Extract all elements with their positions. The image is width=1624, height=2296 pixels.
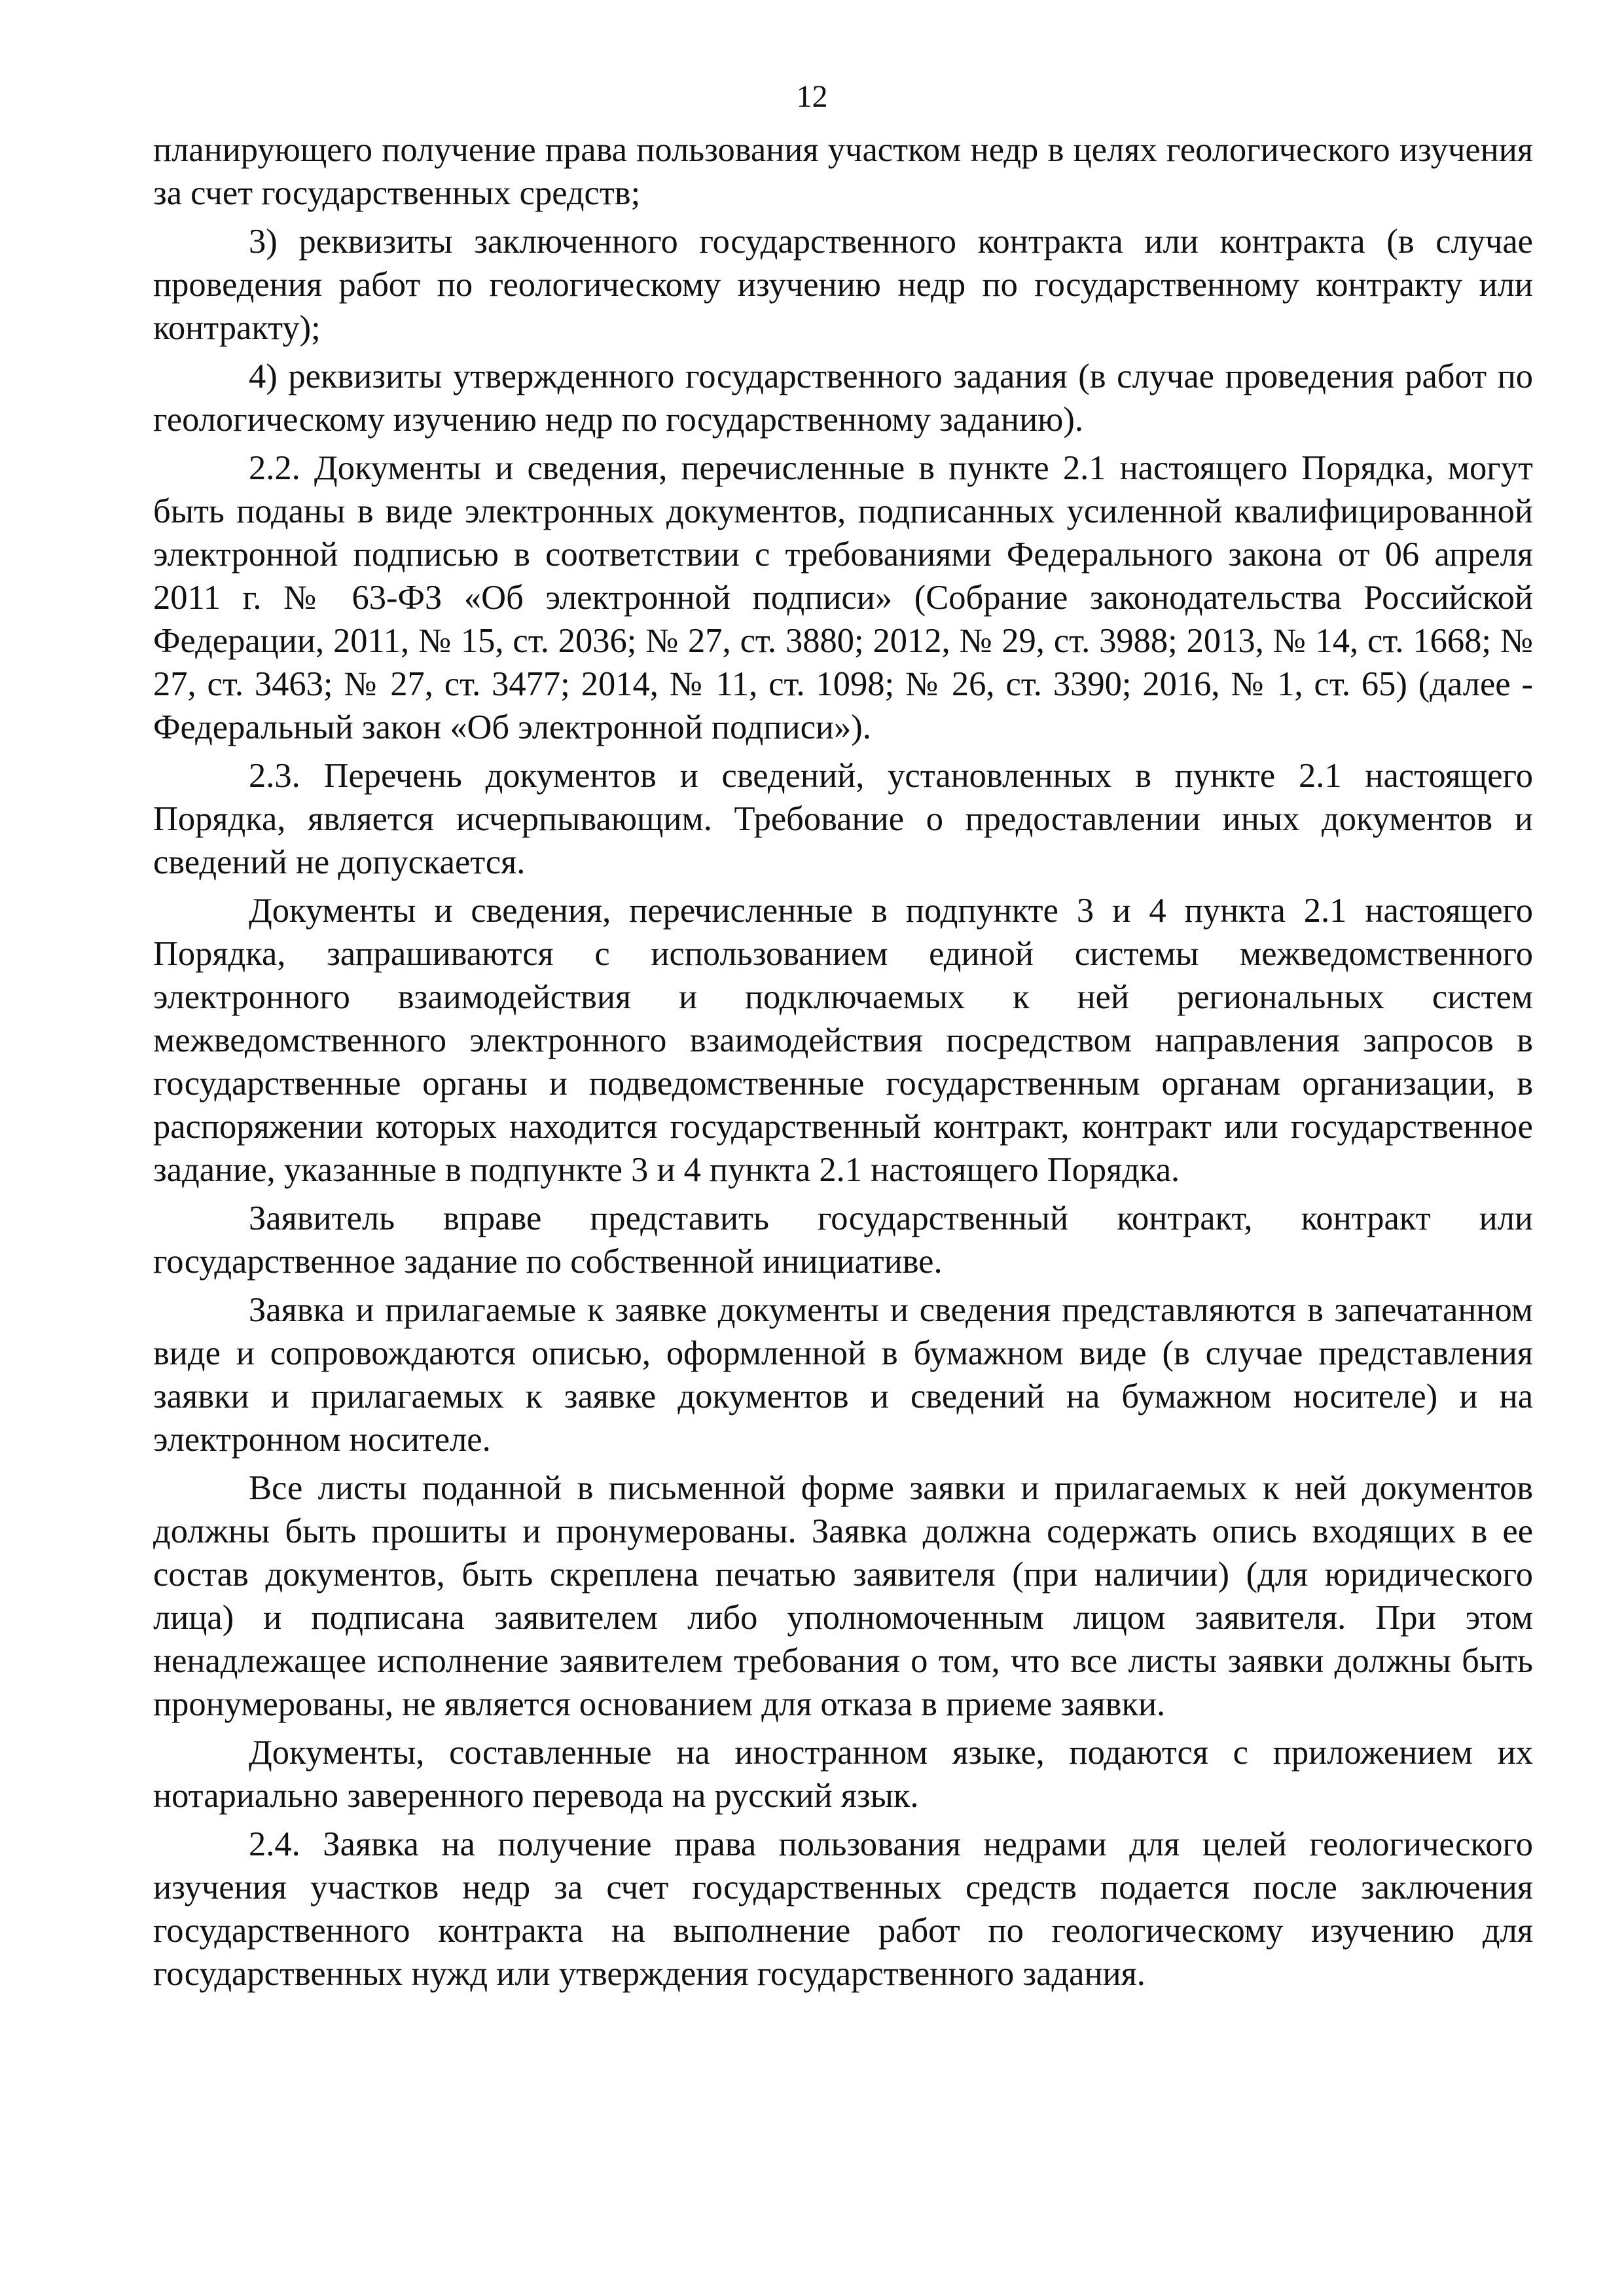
paragraph-2-3: 2.3. Перечень документов и сведений, установленных в пункте 2.1 настоящего Порядка, является исчерпывающим. Требование о предоставлении иных документов и сведений не допускается. — [153, 757, 1533, 881]
paragraph-item-4: 4) реквизиты утвержденного государственного задания (в случае проведения работ по геологическому изучению недр по государственному заданию). — [153, 357, 1533, 439]
paragraph-numbered-sheets: Все листы поданной в письменной форме заявки и прилагаемых к ней документов должны быть прошиты и пронумерованы. Заявка должна содержать опись входящих в ее состав документов, быть скреплена печатью заявителя (при наличии) (для юридического лица) и подписана заявителем либо уполномоченным лицом заявителя. При этом ненадлежащее исполнение заявителем требования о том, что все листы заявки должны быть пронумерованы, не является основанием для отказа в приеме заявки. — [153, 1469, 1533, 1723]
paragraph-interagency-requests: Документы и сведения, перечисленные в подпункте 3 и 4 пункта 2.1 настоящего Порядка, запрашиваются с использованием единой системы межведомственного электронного взаимодействия и подключаемых к ней региональных систем межведомственного электронного взаимодействия посредством направления запросов в государственные органы и подведомственные государственным органам организации, в распоряжении которых находится государственный контракт, контракт или государственное задание, указанные в подпункте 3 и 4 пункта 2.1 настоящего Порядка. — [153, 892, 1533, 1189]
paragraph-2-2: 2.2. Документы и сведения, перечисленные в пункте 2.1 настоящего Порядка, могут быть поданы в виде электронных документов, подписанных усиленной квалифицированной электронной подписью в соответствии с требованиями Федерального закона от 06 апреля 2011 г. № 63-ФЗ «Об электронной подписи» (Собрание законодательства Российской Федерации, 2011, № 15, ст. 2036; № 27, ст. 3880; 2012, № 29, ст. 3988; 2013, № 14, ст. 1668; № 27, ст. 3463; № 27, ст. 3477; 2014, № 11, ст. 1098; № 26, ст. 3390; 2016, № 1, ст. 65) (далее - Федеральный закон «Об электронной подписи»). — [153, 449, 1533, 746]
paragraph-foreign-language: Документы, составленные на иностранном языке, подаются с приложением их нотариально заверенного перевода на русский язык. — [153, 1734, 1533, 1815]
paragraph-item-3: 3) реквизиты заключенного государственного контракта или контракта (в случае проведения работ по геологическому изучению недр по государственному контракту или контракту); — [153, 223, 1533, 347]
paragraph-intro-continuation: планирующего получение права пользования участком недр в целях геологического изучения за счет государственных средств; — [153, 131, 1533, 212]
paragraph-applicant-right: Заявитель вправе представить государственный контракт, контракт или государственное задание по собственной инициативе. — [153, 1199, 1533, 1281]
page-number: 12 — [796, 79, 828, 114]
paragraph-sealed-application: Заявка и прилагаемые к заявке документы и сведения представляются в запечатанном виде и сопровождаются описью, оформленной в бумажном виде (в случае представления заявки и прилагаемых к заявке документов и сведений на бумажном носителе) и на электронном носителе. — [153, 1291, 1533, 1459]
paragraph-2-4: 2.4. Заявка на получение права пользования недрами для целей геологического изучения участков недр за счет государственных средств подается после заключения государственного контракта на выполнение работ по геологическому изучению для государственных нужд или утверждения государственного задания. — [153, 1825, 1533, 1993]
document-body — [153, 128, 1533, 2001]
